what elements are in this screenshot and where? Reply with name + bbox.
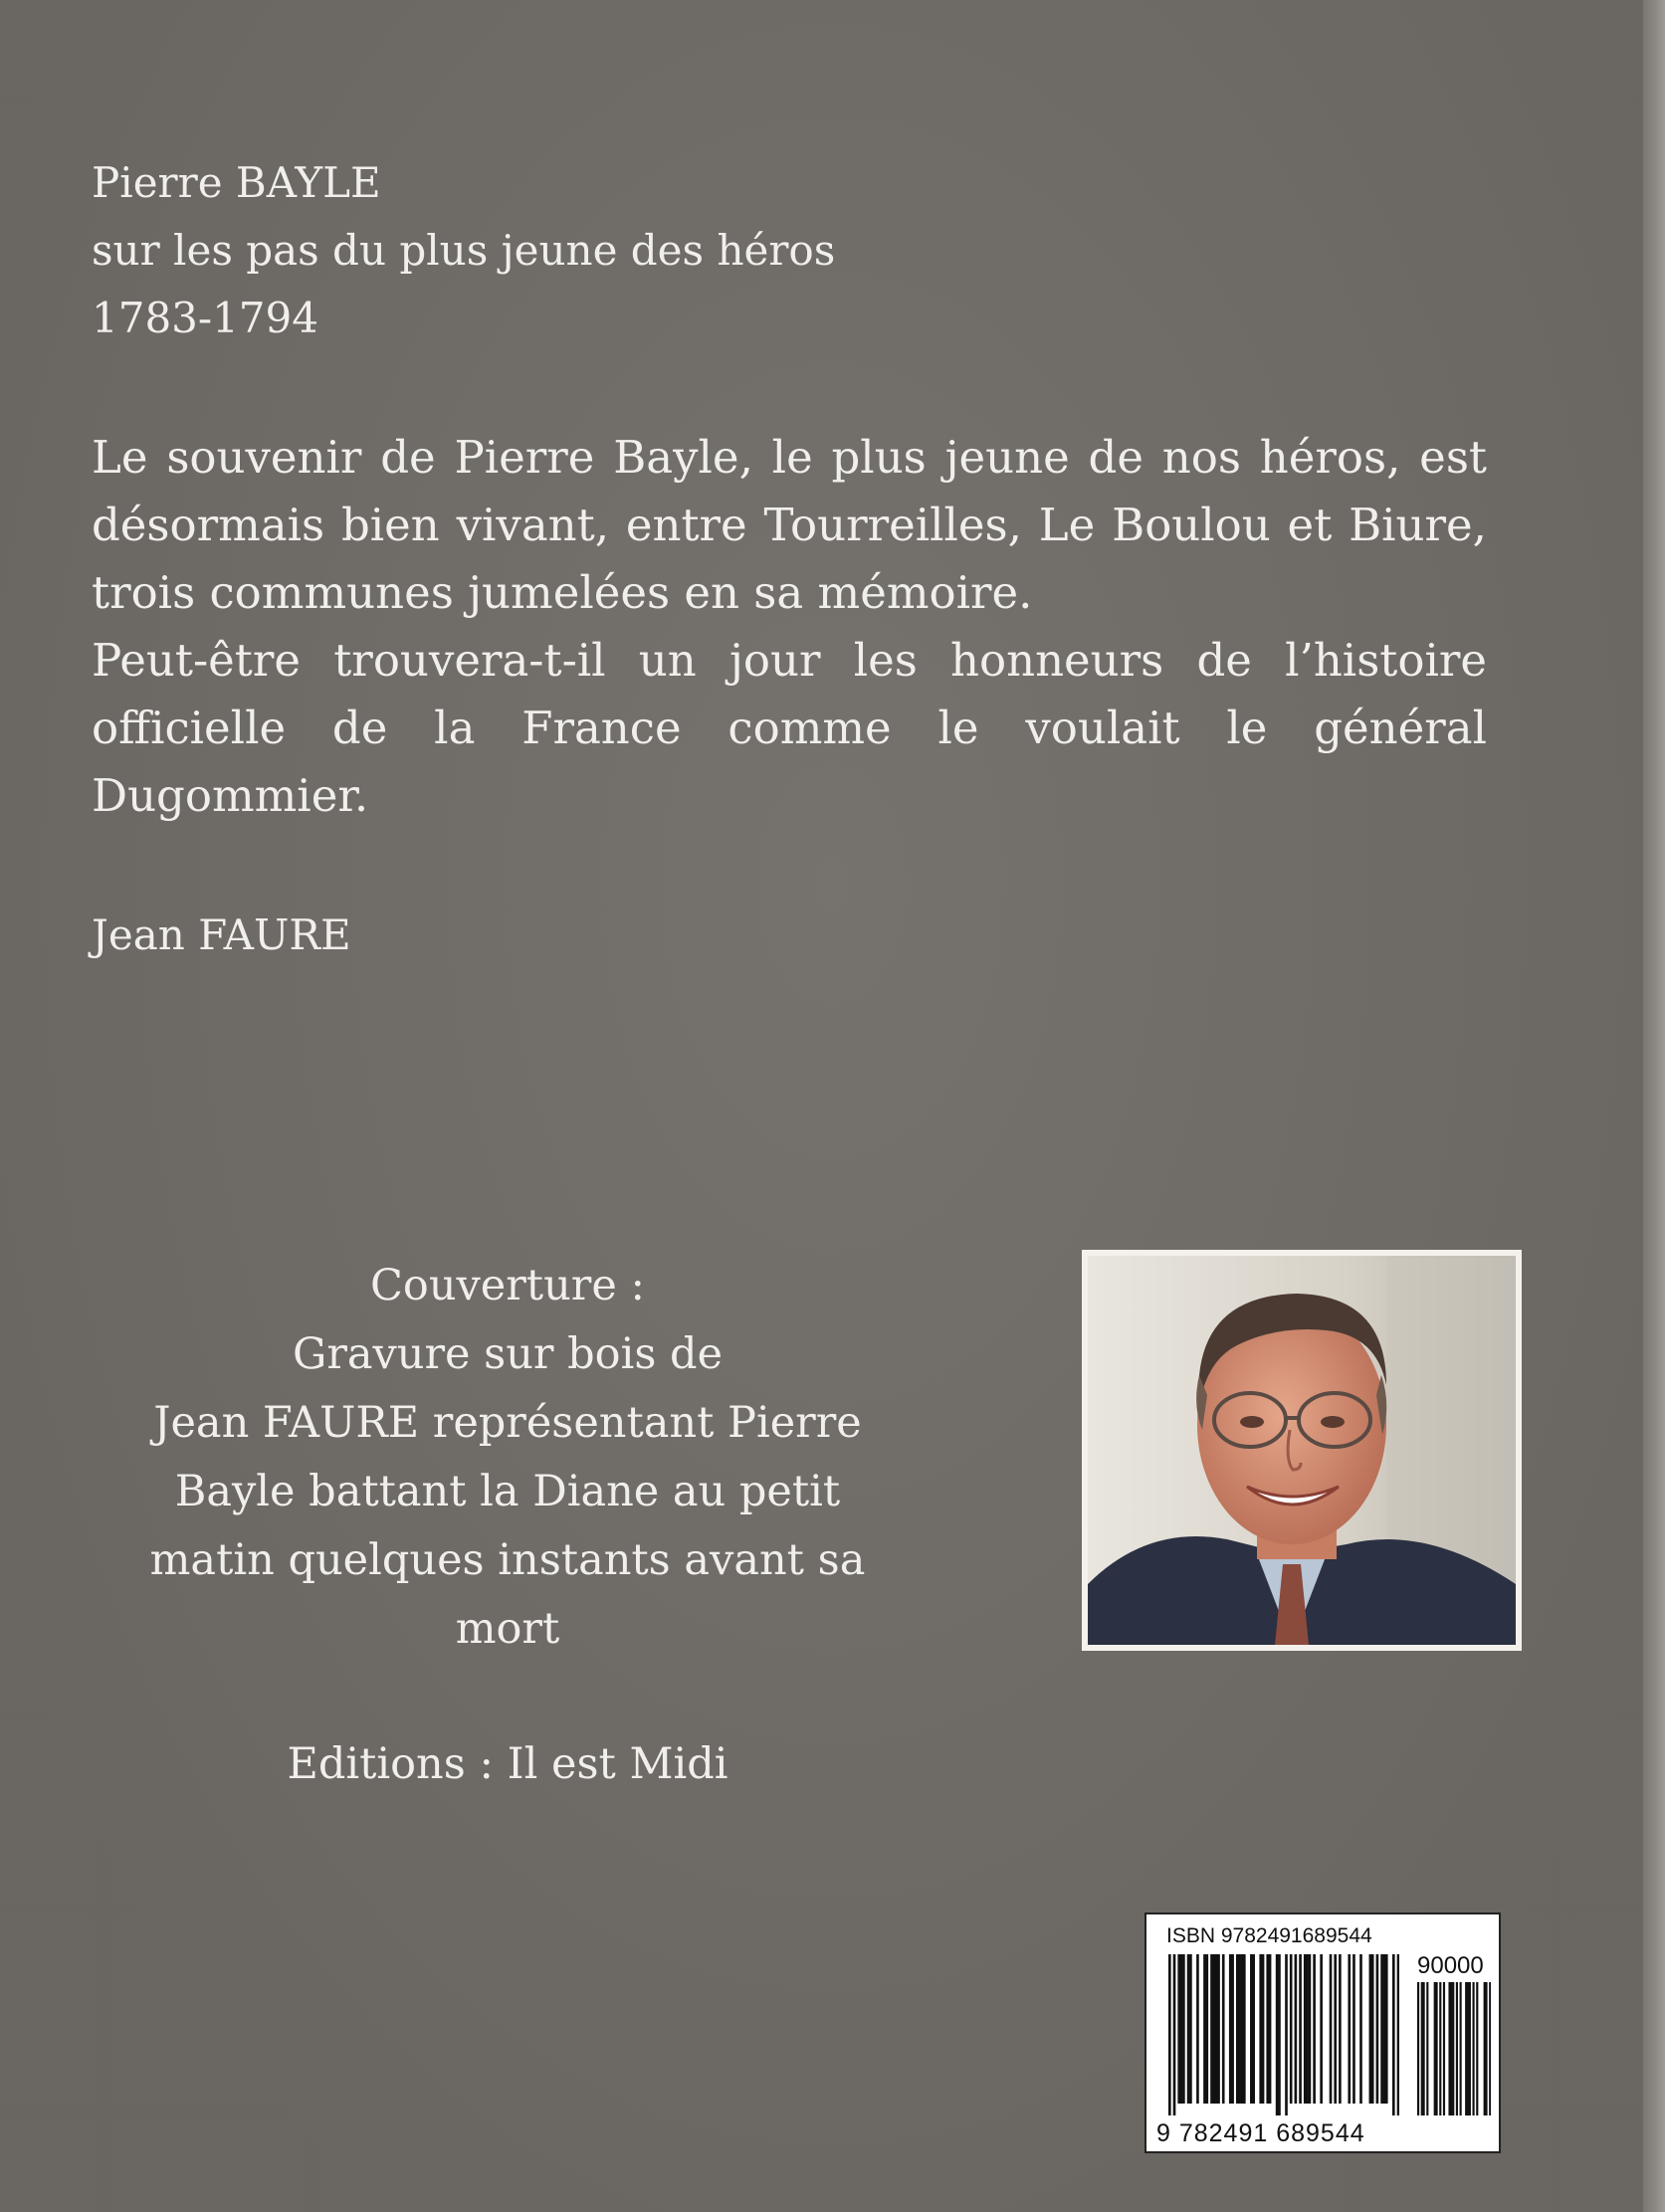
barcode-bar [1243, 1954, 1246, 2104]
barcode-bar [1262, 1954, 1265, 2104]
addon-bar [1423, 1982, 1425, 2115]
cover-caption-line: Gravure sur bois de [292, 1329, 724, 1379]
barcode-bar [1168, 1954, 1171, 2115]
barcode-bar [1278, 1954, 1281, 2115]
barcode-bar [1180, 1954, 1183, 2104]
barcode-bar [1276, 1954, 1279, 2115]
book-subtitle: sur les pas du plus jeune des héros [92, 226, 836, 275]
addon-bar [1484, 1982, 1486, 2115]
author-portrait-illustration [1088, 1256, 1516, 1645]
addon-bar [1485, 1982, 1487, 2115]
barcode-bar [1229, 1954, 1232, 2104]
addon-bar [1421, 1982, 1423, 2115]
barcode-bar [1238, 1954, 1241, 2104]
barcode-bar [1177, 1954, 1180, 2104]
addon-bar [1448, 1982, 1450, 2115]
blurb-paragraph-1: Le souvenir de Pierre Bayle, le plus jeune de nos héros, est désormais bien vivant, entre Tourreilles, Le Boulou et Biure, trois communes jumelées en sa mémoire. [92, 431, 1487, 619]
author-photo [1082, 1250, 1522, 1651]
addon-bar [1469, 1982, 1471, 2115]
barcode-bar [1299, 1954, 1302, 2104]
addon-bar [1436, 1982, 1438, 2115]
barcode-bar [1290, 1954, 1293, 2104]
addon-bar [1426, 1982, 1428, 2115]
barcode-bar [1383, 1954, 1386, 2104]
barcode-bar [1309, 1954, 1312, 2104]
barcode-bar [1392, 1954, 1395, 2115]
signature: Jean FAURE [92, 910, 351, 959]
barcode-bar [1259, 1954, 1262, 2104]
addon-bar [1465, 1982, 1467, 2115]
isbn-label: ISBN 9782491689544 [1166, 1924, 1372, 1947]
blurb-paragraph-2: Peut-être trouvera-t-il un jour les honneurs de l’histoire officielle de la France comme le voulait le général Dugommier. [92, 634, 1487, 822]
barcode-bar [1187, 1954, 1190, 2104]
barcode-bar [1266, 1954, 1269, 2104]
addon-bar [1452, 1982, 1454, 2115]
cover-caption-line: mort [455, 1604, 560, 1654]
addon-bar [1467, 1982, 1469, 2115]
price-code: 90000 [1417, 1952, 1484, 1979]
barcode-bar [1210, 1954, 1213, 2104]
cover-caption-line: Bayle battant la Diane au petit [174, 1467, 841, 1516]
barcode-bar [1304, 1954, 1307, 2104]
isbn-barcode [1145, 1912, 1501, 2153]
barcode-bar [1189, 1954, 1192, 2104]
addon-bar [1460, 1982, 1462, 2115]
barcode-bar [1182, 1954, 1185, 2104]
blurb [92, 424, 1487, 830]
barcode-bar [1241, 1954, 1244, 2104]
barcode-bar [1385, 1954, 1388, 2104]
addon-bar [1476, 1982, 1478, 2115]
barcode-bar [1173, 1954, 1176, 2115]
barcode-bar [1348, 1954, 1351, 2104]
barcode-bar [1369, 1954, 1372, 2104]
barcode-bar [1376, 1954, 1379, 2104]
barcode-bar [1359, 1954, 1362, 2104]
barcode-bar [1213, 1954, 1216, 2104]
addon-bar [1417, 1982, 1419, 2115]
barcode-bar [1217, 1954, 1220, 2104]
barcode-bar [1334, 1954, 1337, 2104]
publisher-line: Editions : Il est Midi [287, 1739, 728, 1789]
cover-caption-line: matin quelques instants avant sa [149, 1535, 866, 1585]
barcode-bar [1397, 1954, 1399, 2115]
barcode-bar [1371, 1954, 1374, 2104]
barcode-bar [1339, 1954, 1342, 2104]
barcode-bar [1252, 1954, 1255, 2104]
barcode-bar [1250, 1954, 1253, 2104]
addon-bar [1450, 1982, 1452, 2115]
ean-digits: 9 782491 689544 [1156, 2119, 1365, 2147]
barcode-bar [1205, 1954, 1208, 2104]
barcode-bar [1231, 1954, 1234, 2104]
barcode-bar [1330, 1954, 1333, 2104]
title-block [92, 149, 835, 352]
addon-barcode-bars [1417, 1982, 1491, 2115]
barcode-bar [1236, 1954, 1239, 2104]
barcode-bar [1222, 1954, 1225, 2104]
barcode-bar [1269, 1954, 1272, 2104]
author-name: Pierre BAYLE [92, 158, 381, 207]
cover-caption-line: Couverture : [370, 1261, 645, 1310]
addon-bar [1456, 1982, 1458, 2115]
barcode-bar [1306, 1954, 1309, 2104]
addon-bar [1473, 1982, 1475, 2115]
barcode-bar [1215, 1954, 1218, 2104]
barcode-bar [1320, 1954, 1323, 2104]
barcode-bar [1380, 1954, 1383, 2104]
spine-edge [1643, 0, 1665, 2212]
book-dates: 1783-1794 [92, 294, 318, 342]
barcode-bar [1203, 1954, 1206, 2104]
addon-bar [1489, 1982, 1491, 2115]
cover-caption-line: Jean FAURE représentant Pierre [153, 1398, 862, 1448]
barcode-bar [1353, 1954, 1355, 2104]
addon-bar [1434, 1982, 1436, 2115]
addon-bar [1439, 1982, 1441, 2115]
barcode-bar [1285, 1954, 1288, 2115]
barcode-bar [1196, 1954, 1199, 2104]
barcode-bar [1313, 1954, 1316, 2104]
cover-caption [90, 1252, 926, 1664]
barcode-bar [1295, 1954, 1298, 2104]
addon-bar [1443, 1982, 1445, 2115]
ean-barcode-bars [1168, 1954, 1399, 2115]
